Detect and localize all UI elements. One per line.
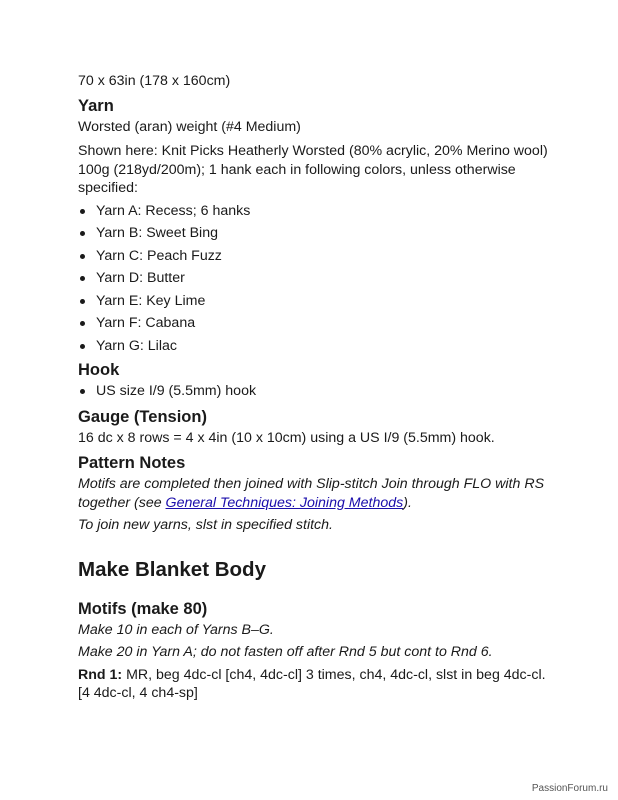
list-item: Yarn G: Lilac (78, 337, 548, 356)
bullet-icon (80, 389, 85, 394)
list-item: Yarn D: Butter (78, 269, 548, 288)
yarn-heading: Yarn (78, 96, 114, 115)
bullet-icon (80, 276, 85, 281)
list-item: Yarn B: Sweet Bing (78, 224, 548, 243)
watermark: PassionForum.ru (531, 783, 608, 794)
bullet-icon (80, 299, 85, 304)
section-title: Make Blanket Body (78, 557, 266, 581)
bullet-icon (80, 254, 85, 259)
joining-methods-link[interactable]: General Techniques: Joining Methods (165, 494, 404, 511)
bullet-icon (80, 321, 85, 326)
pattern-notes-heading: Pattern Notes (78, 454, 186, 472)
list-item: Yarn E: Key Lime (78, 292, 548, 311)
list-item: Yarn A: Recess; 6 hanks (78, 202, 548, 221)
motifs-line-1: Make 10 in each of Yarns B–G. (78, 621, 274, 638)
motifs-heading: Motifs (make 80) (78, 599, 208, 618)
gauge-text: 16 dc x 8 rows = 4 x 4in (10 x 10cm) using a US I/9 (5.5mm) hook. (78, 429, 495, 446)
bullet-icon (80, 231, 85, 236)
hook-heading: Hook (78, 361, 120, 379)
hook-list (78, 382, 548, 401)
round-1-label: Rnd 1: (78, 666, 123, 683)
pattern-note-joining: Motifs are completed then joined with Slip-stitch Join through FLO with RS together (see General Techniques: Joining Methods). (78, 476, 545, 511)
round-1-instructions: Rnd 1: MR, beg 4dc-cl [ch4, 4dc-cl] 3 times, ch4, 4dc-cl, slst in beg 4dc-cl. [4 4dc-cl, 4 ch4-sp] (78, 666, 546, 701)
bullet-icon (80, 209, 85, 214)
yarn-weight: Worsted (aran) weight (#4 Medium) (78, 118, 301, 135)
motifs-line-2: Make 20 in Yarn A; do not fasten off after Rnd 5 but cont to Rnd 6. (78, 644, 493, 660)
list-item: Yarn F: Cabana (78, 314, 548, 333)
blanket-size: 70 x 63in (178 x 160cm) (78, 73, 231, 89)
gauge-heading: Gauge (Tension) (78, 407, 207, 426)
pattern-note-new-yarns: To join new yarns, slst in specified stitch. (78, 517, 333, 533)
bullet-icon (80, 344, 85, 349)
yarn-shown-here: Shown here: Knit Picks Heatherly Worsted (80% acrylic, 20% Merino wool) 100g (218yd/200m); 1 hank each in following colors, unless otherwise specified: (78, 143, 548, 196)
list-item: US size I/9 (5.5mm) hook (78, 382, 548, 401)
list-item: Yarn C: Peach Fuzz (78, 247, 548, 266)
yarn-color-list (78, 202, 548, 356)
document-page (78, 72, 548, 703)
